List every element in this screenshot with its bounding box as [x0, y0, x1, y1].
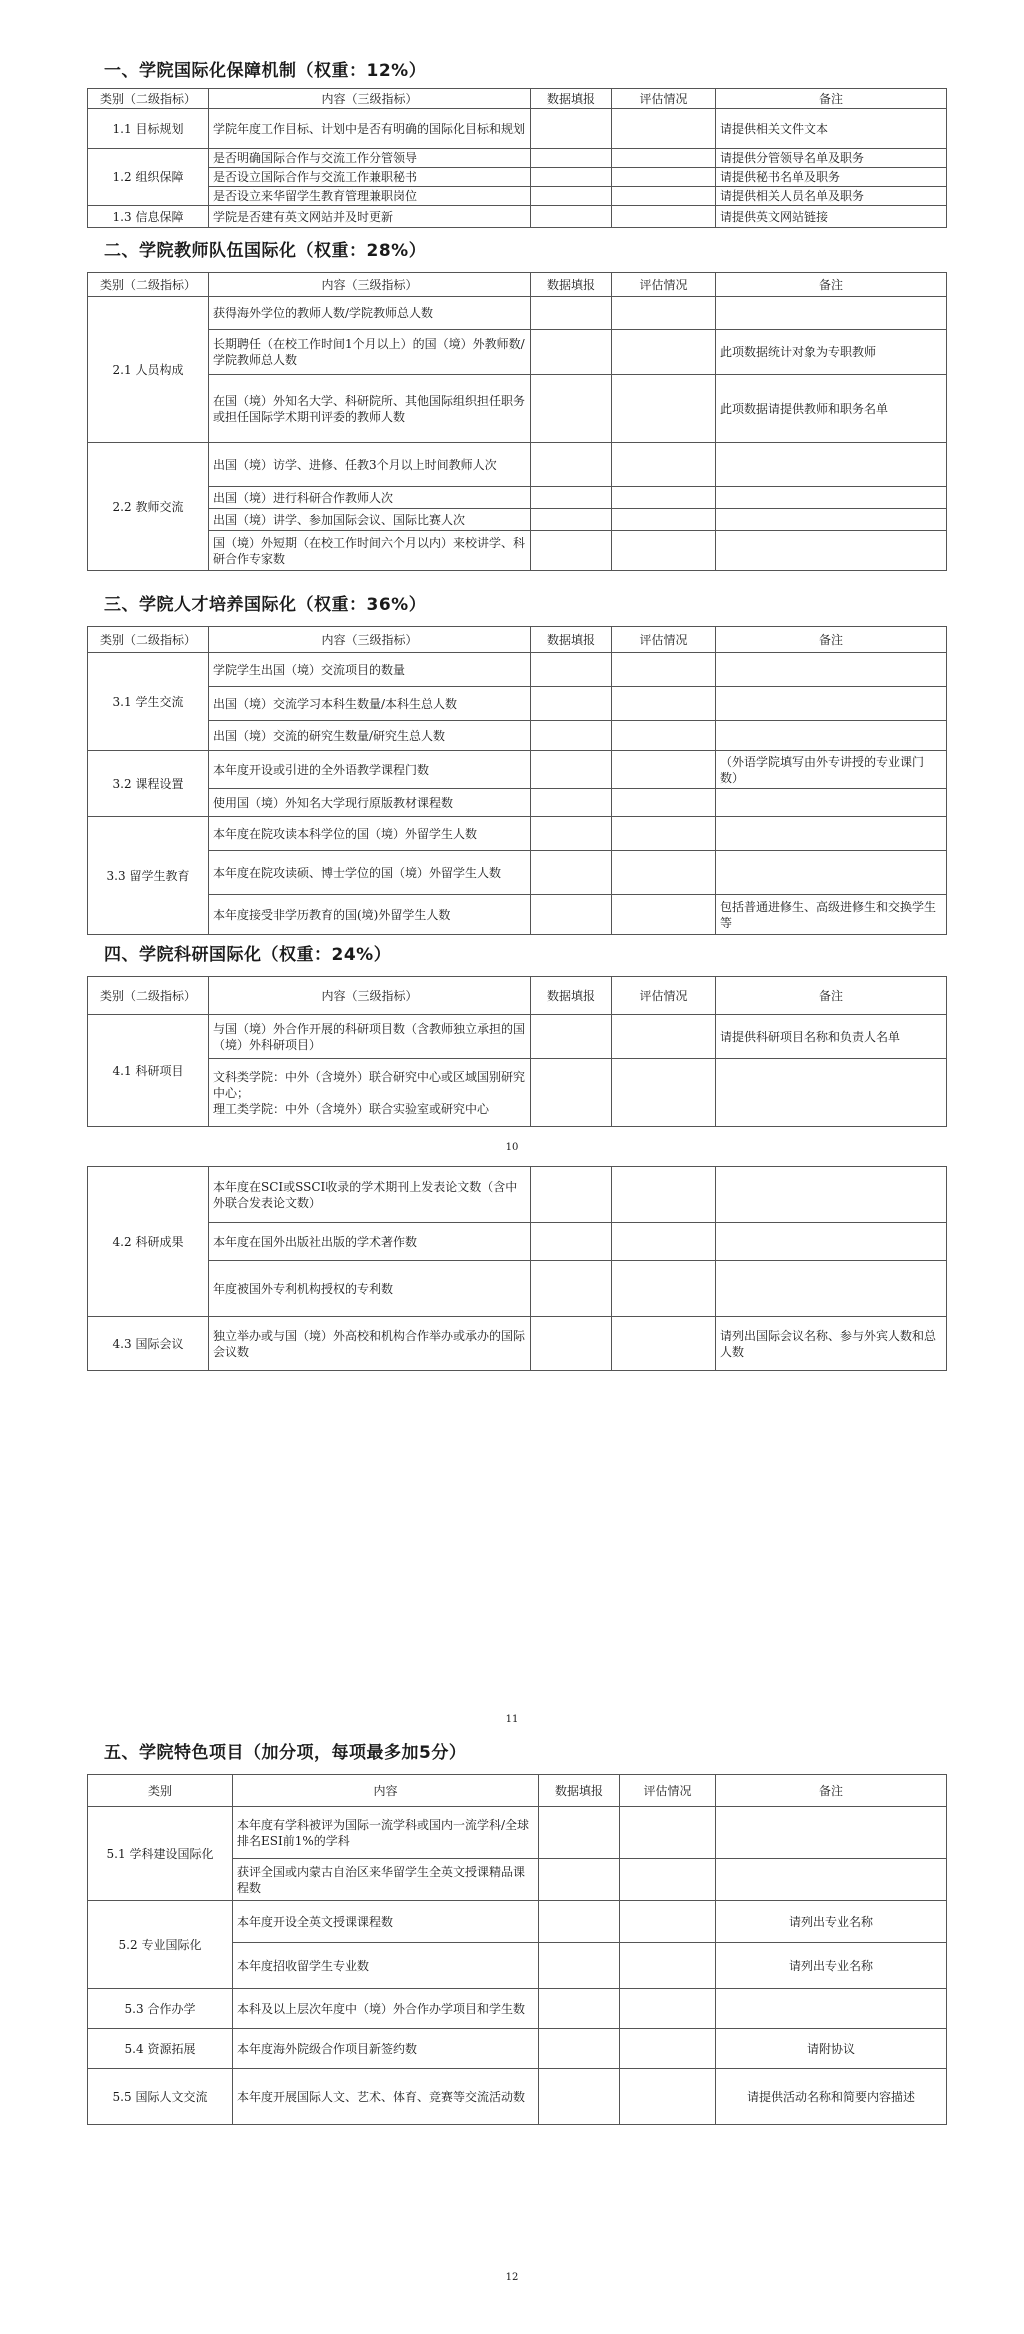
- table-header-row: [88, 627, 947, 653]
- remarks-cell: [716, 487, 947, 509]
- evaluation-cell[interactable]: [612, 653, 716, 687]
- content-cell: 本年度招收留学生专业数: [233, 1943, 539, 1989]
- evaluation-cell[interactable]: [612, 375, 716, 443]
- remarks-cell: [716, 297, 947, 330]
- content-cell: 本年度开设或引进的全外语教学课程门数: [209, 751, 531, 789]
- section1-title: 一、学院国际化保障机制（权重：12%）: [104, 61, 427, 81]
- evaluation-cell[interactable]: [620, 1989, 716, 2029]
- data-fill-cell[interactable]: [531, 330, 612, 375]
- data-fill-cell[interactable]: [539, 1901, 620, 1943]
- table-row: [88, 1059, 947, 1127]
- data-fill-cell[interactable]: [531, 653, 612, 687]
- section2-table: [87, 272, 947, 571]
- evaluation-cell[interactable]: [612, 330, 716, 375]
- content-cell: 本年度在院攻读硕、博士学位的国（境）外留学生人数: [209, 851, 531, 895]
- category-cell: 3.1 学生交流: [88, 653, 209, 751]
- page-number: 10: [505, 1142, 519, 1153]
- evaluation-cell[interactable]: [612, 509, 716, 531]
- content-cell: 本年度在院攻读本科学位的国（境）外留学生人数: [209, 817, 531, 851]
- evaluation-cell[interactable]: [620, 2029, 716, 2069]
- data-fill-cell[interactable]: [539, 1989, 620, 2029]
- evaluation-cell[interactable]: [612, 1317, 716, 1371]
- category-cell: 5.3 合作办学: [88, 1989, 233, 2029]
- remarks-cell: [716, 1059, 947, 1127]
- data-fill-cell[interactable]: [531, 375, 612, 443]
- data-fill-cell[interactable]: [531, 109, 612, 149]
- content-cell: 出国（境）交流的研究生数量/研究生总人数: [209, 721, 531, 751]
- data-fill-cell[interactable]: [539, 2029, 620, 2069]
- table-row: [88, 1317, 947, 1371]
- evaluation-cell[interactable]: [612, 443, 716, 487]
- header-evaluation: 评估情况: [612, 977, 716, 1015]
- section5-title: 五、学院特色项目（加分项，每项最多加5分）: [104, 1743, 467, 1763]
- table-row: [88, 1261, 947, 1317]
- content-cell: 是否设立来华留学生教育管理兼职岗位: [209, 187, 531, 206]
- section2-title: 二、学院教师队伍国际化（权重：28%）: [104, 241, 427, 261]
- remarks-cell: 请列出专业名称: [716, 1943, 947, 1989]
- data-fill-cell[interactable]: [531, 297, 612, 330]
- table-row: [88, 1989, 947, 2029]
- evaluation-cell[interactable]: [612, 721, 716, 751]
- table-row: [88, 487, 947, 509]
- header-content: 内容（三级指标）: [209, 89, 531, 109]
- evaluation-cell[interactable]: [612, 687, 716, 721]
- header-category: 类别: [88, 1775, 233, 1807]
- category-cell: 2.2 教师交流: [88, 443, 209, 571]
- evaluation-cell[interactable]: [612, 1015, 716, 1059]
- header-content: 内容（三级指标）: [209, 977, 531, 1015]
- header-remarks: 备注: [716, 977, 947, 1015]
- table-header-row: [88, 89, 947, 109]
- table-row: [88, 817, 947, 851]
- table-row: [88, 109, 947, 149]
- table-row: [88, 375, 947, 443]
- category-cell: 1.3 信息保障: [88, 206, 209, 228]
- data-fill-cell[interactable]: [531, 443, 612, 487]
- evaluation-cell[interactable]: [612, 487, 716, 509]
- table-row: [88, 687, 947, 721]
- content-cell: 独立举办或与国（境）外高校和机构合作举办或承办的国际会议数: [209, 1317, 531, 1371]
- data-fill-cell[interactable]: [531, 206, 612, 228]
- data-fill-cell[interactable]: [531, 187, 612, 206]
- table-row: [88, 297, 947, 330]
- content-cell: 本科及以上层次年度中（境）外合作办学项目和学生数: [233, 1989, 539, 2029]
- header-category: 类别（二级指标）: [88, 977, 209, 1015]
- content-cell: 本年度在SCI或SSCI收录的学术期刊上发表论文数（含中外联合发表论文数）: [209, 1167, 531, 1223]
- remarks-cell: （外语学院填写由外专讲授的专业课门数）: [716, 751, 947, 789]
- remarks-cell: 请附协议: [716, 2029, 947, 2069]
- remarks-cell: [716, 1859, 947, 1901]
- remarks-cell: [716, 851, 947, 895]
- header-remarks: 备注: [716, 273, 947, 297]
- header-category: 类别（二级指标）: [88, 89, 209, 109]
- page-number: 12: [505, 2272, 519, 2283]
- header-evaluation: 评估情况: [612, 89, 716, 109]
- table-row: [88, 1015, 947, 1059]
- remarks-cell: 请提供分管领导名单及职务: [716, 149, 947, 168]
- page-number: 11: [505, 1714, 519, 1725]
- remarks-cell: 请提供相关文件文本: [716, 109, 947, 149]
- table-row: [88, 443, 947, 487]
- remarks-cell: 请列出国际会议名称、参与外宾人数和总人数: [716, 1317, 947, 1371]
- evaluation-cell[interactable]: [612, 531, 716, 571]
- table-header-row: [88, 273, 947, 297]
- data-fill-cell[interactable]: [531, 1261, 612, 1317]
- content-cell: 年度被国外专利机构授权的专利数: [209, 1261, 531, 1317]
- header-remarks: 备注: [716, 627, 947, 653]
- content-cell: 本年度在国外出版社出版的学术著作数: [209, 1223, 531, 1261]
- content-cell: 使用国（境）外知名大学现行原版教材课程数: [209, 789, 531, 817]
- evaluation-cell[interactable]: [612, 149, 716, 168]
- table-row: [88, 206, 947, 228]
- data-fill-cell[interactable]: [531, 895, 612, 935]
- data-fill-cell[interactable]: [531, 531, 612, 571]
- category-cell: 1.1 目标规划: [88, 109, 209, 149]
- header-remarks: 备注: [716, 1775, 947, 1807]
- evaluation-cell[interactable]: [612, 109, 716, 149]
- header-data-fill: 数据填报: [539, 1775, 620, 1807]
- data-fill-cell[interactable]: [531, 168, 612, 187]
- table-row: [88, 1901, 947, 1943]
- data-fill-cell[interactable]: [531, 1223, 612, 1261]
- category-cell: 4.2 科研成果: [88, 1167, 209, 1317]
- evaluation-cell[interactable]: [612, 297, 716, 330]
- table-row: [88, 187, 947, 206]
- table-header-row: [88, 1775, 947, 1807]
- evaluation-cell[interactable]: [612, 206, 716, 228]
- evaluation-cell[interactable]: [612, 895, 716, 935]
- category-cell: 5.4 资源拓展: [88, 2029, 233, 2069]
- table-header-row: [88, 977, 947, 1015]
- remarks-cell: 包括普通进修生、高级进修生和交换学生等: [716, 895, 947, 935]
- header-evaluation: 评估情况: [620, 1775, 716, 1807]
- evaluation-cell[interactable]: [612, 168, 716, 187]
- category-cell: 5.5 国际人文交流: [88, 2069, 233, 2125]
- evaluation-cell[interactable]: [612, 817, 716, 851]
- header-data-fill: 数据填报: [531, 273, 612, 297]
- data-fill-cell[interactable]: [531, 1059, 612, 1127]
- remarks-cell: [716, 1261, 947, 1317]
- remarks-cell: 请提供英文网站链接: [716, 206, 947, 228]
- data-fill-cell[interactable]: [531, 721, 612, 751]
- remarks-cell: [716, 817, 947, 851]
- content-cell: 文科类学院：中外（含境外）联合研究中心或区域国别研究中心； 理工类学院：中外（含境外）联合实验室或研究中心: [209, 1059, 531, 1127]
- header-remarks: 备注: [716, 89, 947, 109]
- table-row: [88, 751, 947, 789]
- content-cell: 本年度有学科被评为国际一流学科或国内一流学科/全球排名ESI前1%的学科: [233, 1807, 539, 1859]
- data-fill-cell[interactable]: [531, 149, 612, 168]
- evaluation-cell[interactable]: [612, 187, 716, 206]
- header-content: 内容（三级指标）: [209, 627, 531, 653]
- content-cell: 与国（境）外合作开展的科研项目数（含教师独立承担的国（境）外科研项目）: [209, 1015, 531, 1059]
- header-evaluation: 评估情况: [612, 273, 716, 297]
- content-cell: 本年度海外院级合作项目新签约数: [233, 2029, 539, 2069]
- header-data-fill: 数据填报: [531, 89, 612, 109]
- table-row: [88, 1167, 947, 1223]
- data-fill-cell[interactable]: [539, 2069, 620, 2125]
- evaluation-cell[interactable]: [612, 751, 716, 789]
- category-cell: 3.2 课程设置: [88, 751, 209, 817]
- table-row: [88, 2069, 947, 2125]
- remarks-cell: 请提供秘书名单及职务: [716, 168, 947, 187]
- remarks-cell: 请列出专业名称: [716, 1901, 947, 1943]
- table-row: [88, 851, 947, 895]
- data-fill-cell[interactable]: [531, 509, 612, 531]
- remarks-cell: [716, 1989, 947, 2029]
- section4-continued-table: [87, 1166, 947, 1371]
- remarks-cell: 此项数据请提供教师和职务名单: [716, 375, 947, 443]
- remarks-cell: [716, 789, 947, 817]
- table-row: [88, 149, 947, 168]
- content-cell: 获得海外学位的教师人数/学院教师总人数: [209, 297, 531, 330]
- table-row: [88, 653, 947, 687]
- category-cell: 4.3 国际会议: [88, 1317, 209, 1371]
- data-fill-cell[interactable]: [531, 851, 612, 895]
- section3-title: 三、学院人才培养国际化（权重：36%）: [104, 595, 427, 615]
- remarks-cell: [716, 531, 947, 571]
- content-cell: 学院是否建有英文网站并及时更新: [209, 206, 531, 228]
- section1-table: [87, 88, 947, 228]
- remarks-cell: [716, 653, 947, 687]
- remarks-cell: 此项数据统计对象为专职教师: [716, 330, 947, 375]
- evaluation-cell[interactable]: [612, 1059, 716, 1127]
- category-cell: 5.1 学科建设国际化: [88, 1807, 233, 1901]
- content-cell: 本年度开设全英文授课课程数: [233, 1901, 539, 1943]
- remarks-cell: 请提供相关人员名单及职务: [716, 187, 947, 206]
- content-cell: 长期聘任（在校工作时间1个月以上）的国（境）外教师数/学院教师总人数: [209, 330, 531, 375]
- evaluation-cell[interactable]: [612, 1261, 716, 1317]
- section3-table: [87, 626, 947, 935]
- header-category: 类别（二级指标）: [88, 273, 209, 297]
- content-cell: 出国（境）讲学、参加国际会议、国际比赛人次: [209, 509, 531, 531]
- content-cell: 是否设立国际合作与交流工作兼职秘书: [209, 168, 531, 187]
- evaluation-cell[interactable]: [612, 1223, 716, 1261]
- data-fill-cell[interactable]: [539, 1859, 620, 1901]
- category-cell: 3.3 留学生教育: [88, 817, 209, 935]
- section4-title: 四、学院科研国际化（权重：24%）: [104, 945, 392, 965]
- evaluation-cell[interactable]: [620, 1943, 716, 1989]
- section5-table: [87, 1774, 947, 2125]
- table-row: [88, 789, 947, 817]
- remarks-cell: 请提供科研项目名称和负责人名单: [716, 1015, 947, 1059]
- content-cell: 国（境）外短期（在校工作时间六个月以内）来校讲学、科研合作专家数: [209, 531, 531, 571]
- header-content: 内容: [233, 1775, 539, 1807]
- remarks-cell: [716, 1167, 947, 1223]
- evaluation-cell[interactable]: [612, 789, 716, 817]
- table-row: [88, 1807, 947, 1859]
- content-cell: 出国（境）访学、进修、任教3个月以上时间教师人次: [209, 443, 531, 487]
- content-cell: 是否明确国际合作与交流工作分管领导: [209, 149, 531, 168]
- evaluation-cell[interactable]: [620, 1901, 716, 1943]
- evaluation-cell[interactable]: [620, 2069, 716, 2125]
- category-cell: 4.1 科研项目: [88, 1015, 209, 1127]
- remarks-cell: 请提供活动名称和简要内容描述: [716, 2069, 947, 2125]
- header-category: 类别（二级指标）: [88, 627, 209, 653]
- data-fill-cell[interactable]: [531, 487, 612, 509]
- table-row: [88, 330, 947, 375]
- remarks-cell: [716, 509, 947, 531]
- content-cell: 出国（境）交流学习本科生数量/本科生总人数: [209, 687, 531, 721]
- remarks-cell: [716, 1807, 947, 1859]
- data-fill-cell[interactable]: [539, 1807, 620, 1859]
- remarks-cell: [716, 443, 947, 487]
- table-row: [88, 1223, 947, 1261]
- header-data-fill: 数据填报: [531, 627, 612, 653]
- table-row: [88, 168, 947, 187]
- data-fill-cell[interactable]: [531, 751, 612, 789]
- content-cell: 在国（境）外知名大学、科研院所、其他国际组织担任职务或担任国际学术期刊评委的教师人数: [209, 375, 531, 443]
- evaluation-cell[interactable]: [612, 1167, 716, 1223]
- data-fill-cell[interactable]: [531, 1167, 612, 1223]
- data-fill-cell[interactable]: [531, 1015, 612, 1059]
- header-content: 内容（三级指标）: [209, 273, 531, 297]
- content-cell: 获评全国或内蒙古自治区来华留学生全英文授课精品课程数: [233, 1859, 539, 1901]
- section4-table: [87, 976, 947, 1127]
- content-cell: 学院年度工作目标、计划中是否有明确的国际化目标和规划: [209, 109, 531, 149]
- category-cell: 5.2 专业国际化: [88, 1901, 233, 1989]
- remarks-cell: [716, 1223, 947, 1261]
- table-row: [88, 895, 947, 935]
- evaluation-cell[interactable]: [612, 851, 716, 895]
- table-row: [88, 721, 947, 751]
- table-row: [88, 2029, 947, 2069]
- content-cell: 本年度接受非学历教育的国(境)外留学生人数: [209, 895, 531, 935]
- remarks-cell: [716, 687, 947, 721]
- category-cell: 1.2 组织保障: [88, 149, 209, 206]
- header-evaluation: 评估情况: [612, 627, 716, 653]
- table-row: [88, 531, 947, 571]
- data-fill-cell[interactable]: [539, 1943, 620, 1989]
- data-fill-cell[interactable]: [531, 789, 612, 817]
- header-data-fill: 数据填报: [531, 977, 612, 1015]
- content-cell: 学院学生出国（境）交流项目的数量: [209, 653, 531, 687]
- content-cell: 出国（境）进行科研合作教师人次: [209, 487, 531, 509]
- table-row: [88, 509, 947, 531]
- content-cell: 本年度开展国际人文、艺术、体育、竞赛等交流活动数: [233, 2069, 539, 2125]
- evaluation-cell[interactable]: [620, 1807, 716, 1859]
- data-fill-cell[interactable]: [531, 1317, 612, 1371]
- remarks-cell: [716, 721, 947, 751]
- data-fill-cell[interactable]: [531, 687, 612, 721]
- data-fill-cell[interactable]: [531, 817, 612, 851]
- category-cell: 2.1 人员构成: [88, 297, 209, 443]
- evaluation-cell[interactable]: [620, 1859, 716, 1901]
